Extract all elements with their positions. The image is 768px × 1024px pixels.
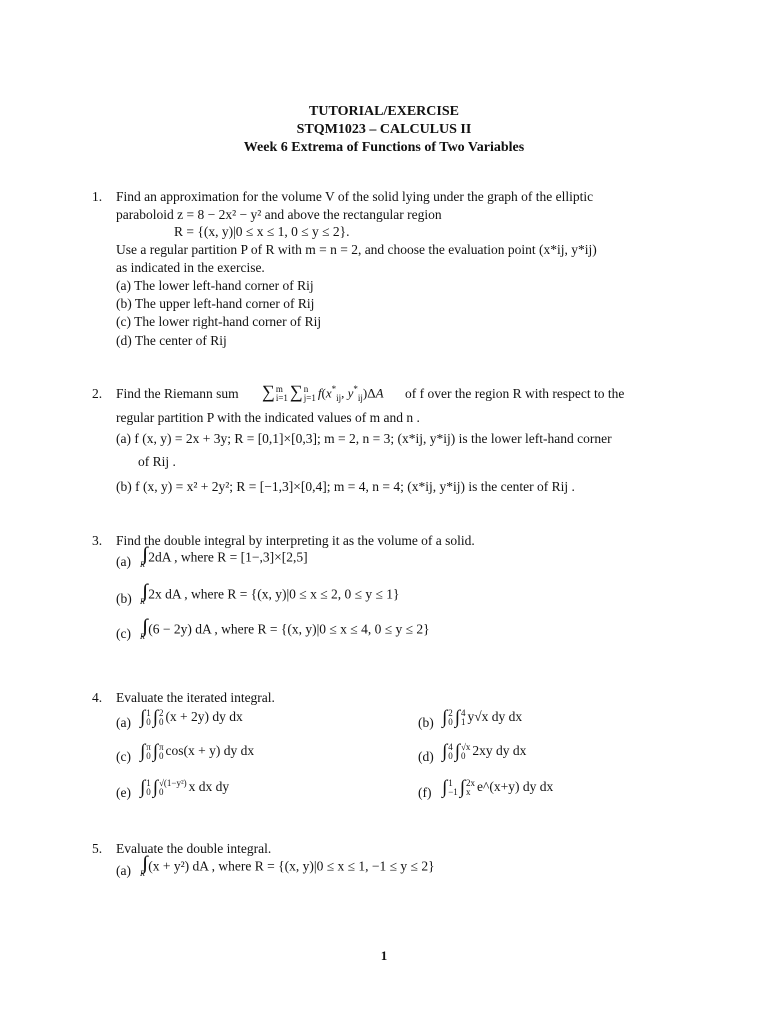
q4-part-b: ∫ 2 0 ∫ 4 1 y√x dy dx xyxy=(442,706,523,728)
q4-part-f-expr: e^(x+y) dy dx xyxy=(477,779,554,794)
q5-part-a-label: (a) xyxy=(116,863,131,878)
header-week: Week 6 Extrema of Functions of Two Variables xyxy=(243,140,525,155)
q4-part-c-expr: cos(x + y) dy dx xyxy=(165,743,255,758)
q4-part-c-label: (c) xyxy=(116,749,131,764)
q4-number: 4. xyxy=(92,690,103,705)
q4-part-a-label: (a) xyxy=(116,715,131,730)
header-title: TUTORIAL/EXERCISE xyxy=(309,104,459,119)
q5-part-a-expr: (x + y²) dA , where R = {(x, y)|0 ≤ x ≤ 1, −1 ≤ y ≤ 2} xyxy=(148,858,435,874)
q1-region: R = {(x, y)|0 ≤ x ≤ 1, 0 ≤ y ≤ 2}. xyxy=(174,224,350,239)
q2-part-a-cont: of Rij . xyxy=(138,454,176,469)
riemann-sum-formula: ∑ m i=1 ∑ n j=1 $f(x^*_{ij}$, $y^*_{ij})\Delta A$ xyxy=(262,381,384,404)
q4-line1: Evaluate the iterated integral. xyxy=(116,690,275,705)
q4-part-e-label: (e) xyxy=(116,785,131,800)
q5-line1: Evaluate the double integral. xyxy=(116,841,272,856)
q4-part-f-label: (f) xyxy=(418,785,432,800)
document-header xyxy=(0,103,768,157)
header-course: STQM1023 – CALCULUS II xyxy=(296,122,472,137)
q2-line1-start: Find the Riemann sum xyxy=(116,386,239,401)
q3-part-c-expr: (6 − 2y) dA , where R = {(x, y)|0 ≤ x ≤ 4, 0 ≤ y ≤ 2} xyxy=(148,621,430,637)
q2-line1-end: of f over the region R with respect to the xyxy=(405,386,625,401)
q4-part-f: ∫ 1 −1 ∫ 2x x e^(x+y) dy dx xyxy=(442,776,554,798)
q2-part-a: (a) f (x, y) = 2x + 3y; R = [0,1]×[0,3]; m = 2, n = 3; (x*ij, y*ij) is the lower left-hand corner xyxy=(116,431,612,446)
q4-part-b-label: (b) xyxy=(418,715,434,730)
q2-number: 2. xyxy=(92,386,103,401)
q1-part-c: (c) The lower right-hand corner of Rij xyxy=(116,314,322,329)
q3-line1: Find the double integral by interpreting it as the volume of a solid. xyxy=(116,533,475,548)
q3-number: 3. xyxy=(92,533,103,548)
q3-part-c xyxy=(140,616,430,641)
q3-part-b xyxy=(140,581,400,606)
q1-part-a: (a) The lower left-hand corner of Rij xyxy=(116,278,314,293)
q4-part-a: ∫ 1 0 ∫ 2 0 (x + 2y) dy dx xyxy=(140,706,243,728)
q4-part-d-expr: 2xy dy dx xyxy=(472,743,527,758)
q1-line4: Use a regular partition P of R with m = n = 2, and choose the evaluation point (x*ij, y*ij) xyxy=(116,242,597,257)
q5-part-a xyxy=(140,853,435,878)
double-integral-symbol: ∫∫ R xyxy=(140,544,145,569)
q2-part-b: (b) f (x, y) = x² + 2y²; R = [−1,3]×[0,4]; m = 4, n = 4; (x*ij, y*ij) is the center of Rij . xyxy=(116,479,575,494)
page-number: 1 xyxy=(380,948,388,963)
q1-line2: paraboloid z = 8 − 2x² − y² and above the rectangular region xyxy=(116,207,442,222)
q1-line5: as indicated in the exercise. xyxy=(116,260,265,275)
q1-part-b: (b) The upper left-hand corner of Rij xyxy=(116,296,315,311)
q3-part-a-label: (a) xyxy=(116,554,131,569)
q3-part-c-label: (c) xyxy=(116,626,131,641)
q1-line1: Find an approximation for the volume V of the solid lying under the graph of the elliptic xyxy=(116,189,594,204)
q4-part-d-label: (d) xyxy=(418,749,434,764)
double-integral-symbol: ∫∫ R xyxy=(140,853,145,878)
q1-number: 1. xyxy=(92,189,103,204)
q3-part-b-expr: 2x dA , where R = {(x, y)|0 ≤ x ≤ 2, 0 ≤ y ≤ 1} xyxy=(148,586,400,602)
q4-part-b-expr: y√x dy dx xyxy=(467,709,523,724)
q3-part-b-label: (b) xyxy=(116,591,132,606)
q4-part-a-expr: (x + 2y) dy dx xyxy=(165,709,243,724)
q3-part-a xyxy=(140,544,308,569)
q4-part-c: ∫ π 0 ∫ π 0 cos(x + y) dy dx xyxy=(140,740,255,762)
q2-line2: regular partition P with the indicated values of m and n . xyxy=(116,410,420,425)
q4-part-e-expr: x dx dy xyxy=(188,779,230,794)
q1-part-d: (d) The center of Rij xyxy=(116,333,227,348)
q3-part-a-expr: 2dA , where R = [1−,3]×[2,5] xyxy=(148,549,308,565)
double-integral-symbol: ∫∫ R xyxy=(140,616,145,641)
q5-number: 5. xyxy=(92,841,103,856)
q4-part-e: ∫ 1 0 ∫ √(1−y²) 0 x dx dy xyxy=(140,776,230,798)
q4-part-d: ∫ 4 0 ∫ √x 0 2xy dy dx xyxy=(442,740,527,762)
double-integral-symbol: ∫∫ R xyxy=(140,581,145,606)
